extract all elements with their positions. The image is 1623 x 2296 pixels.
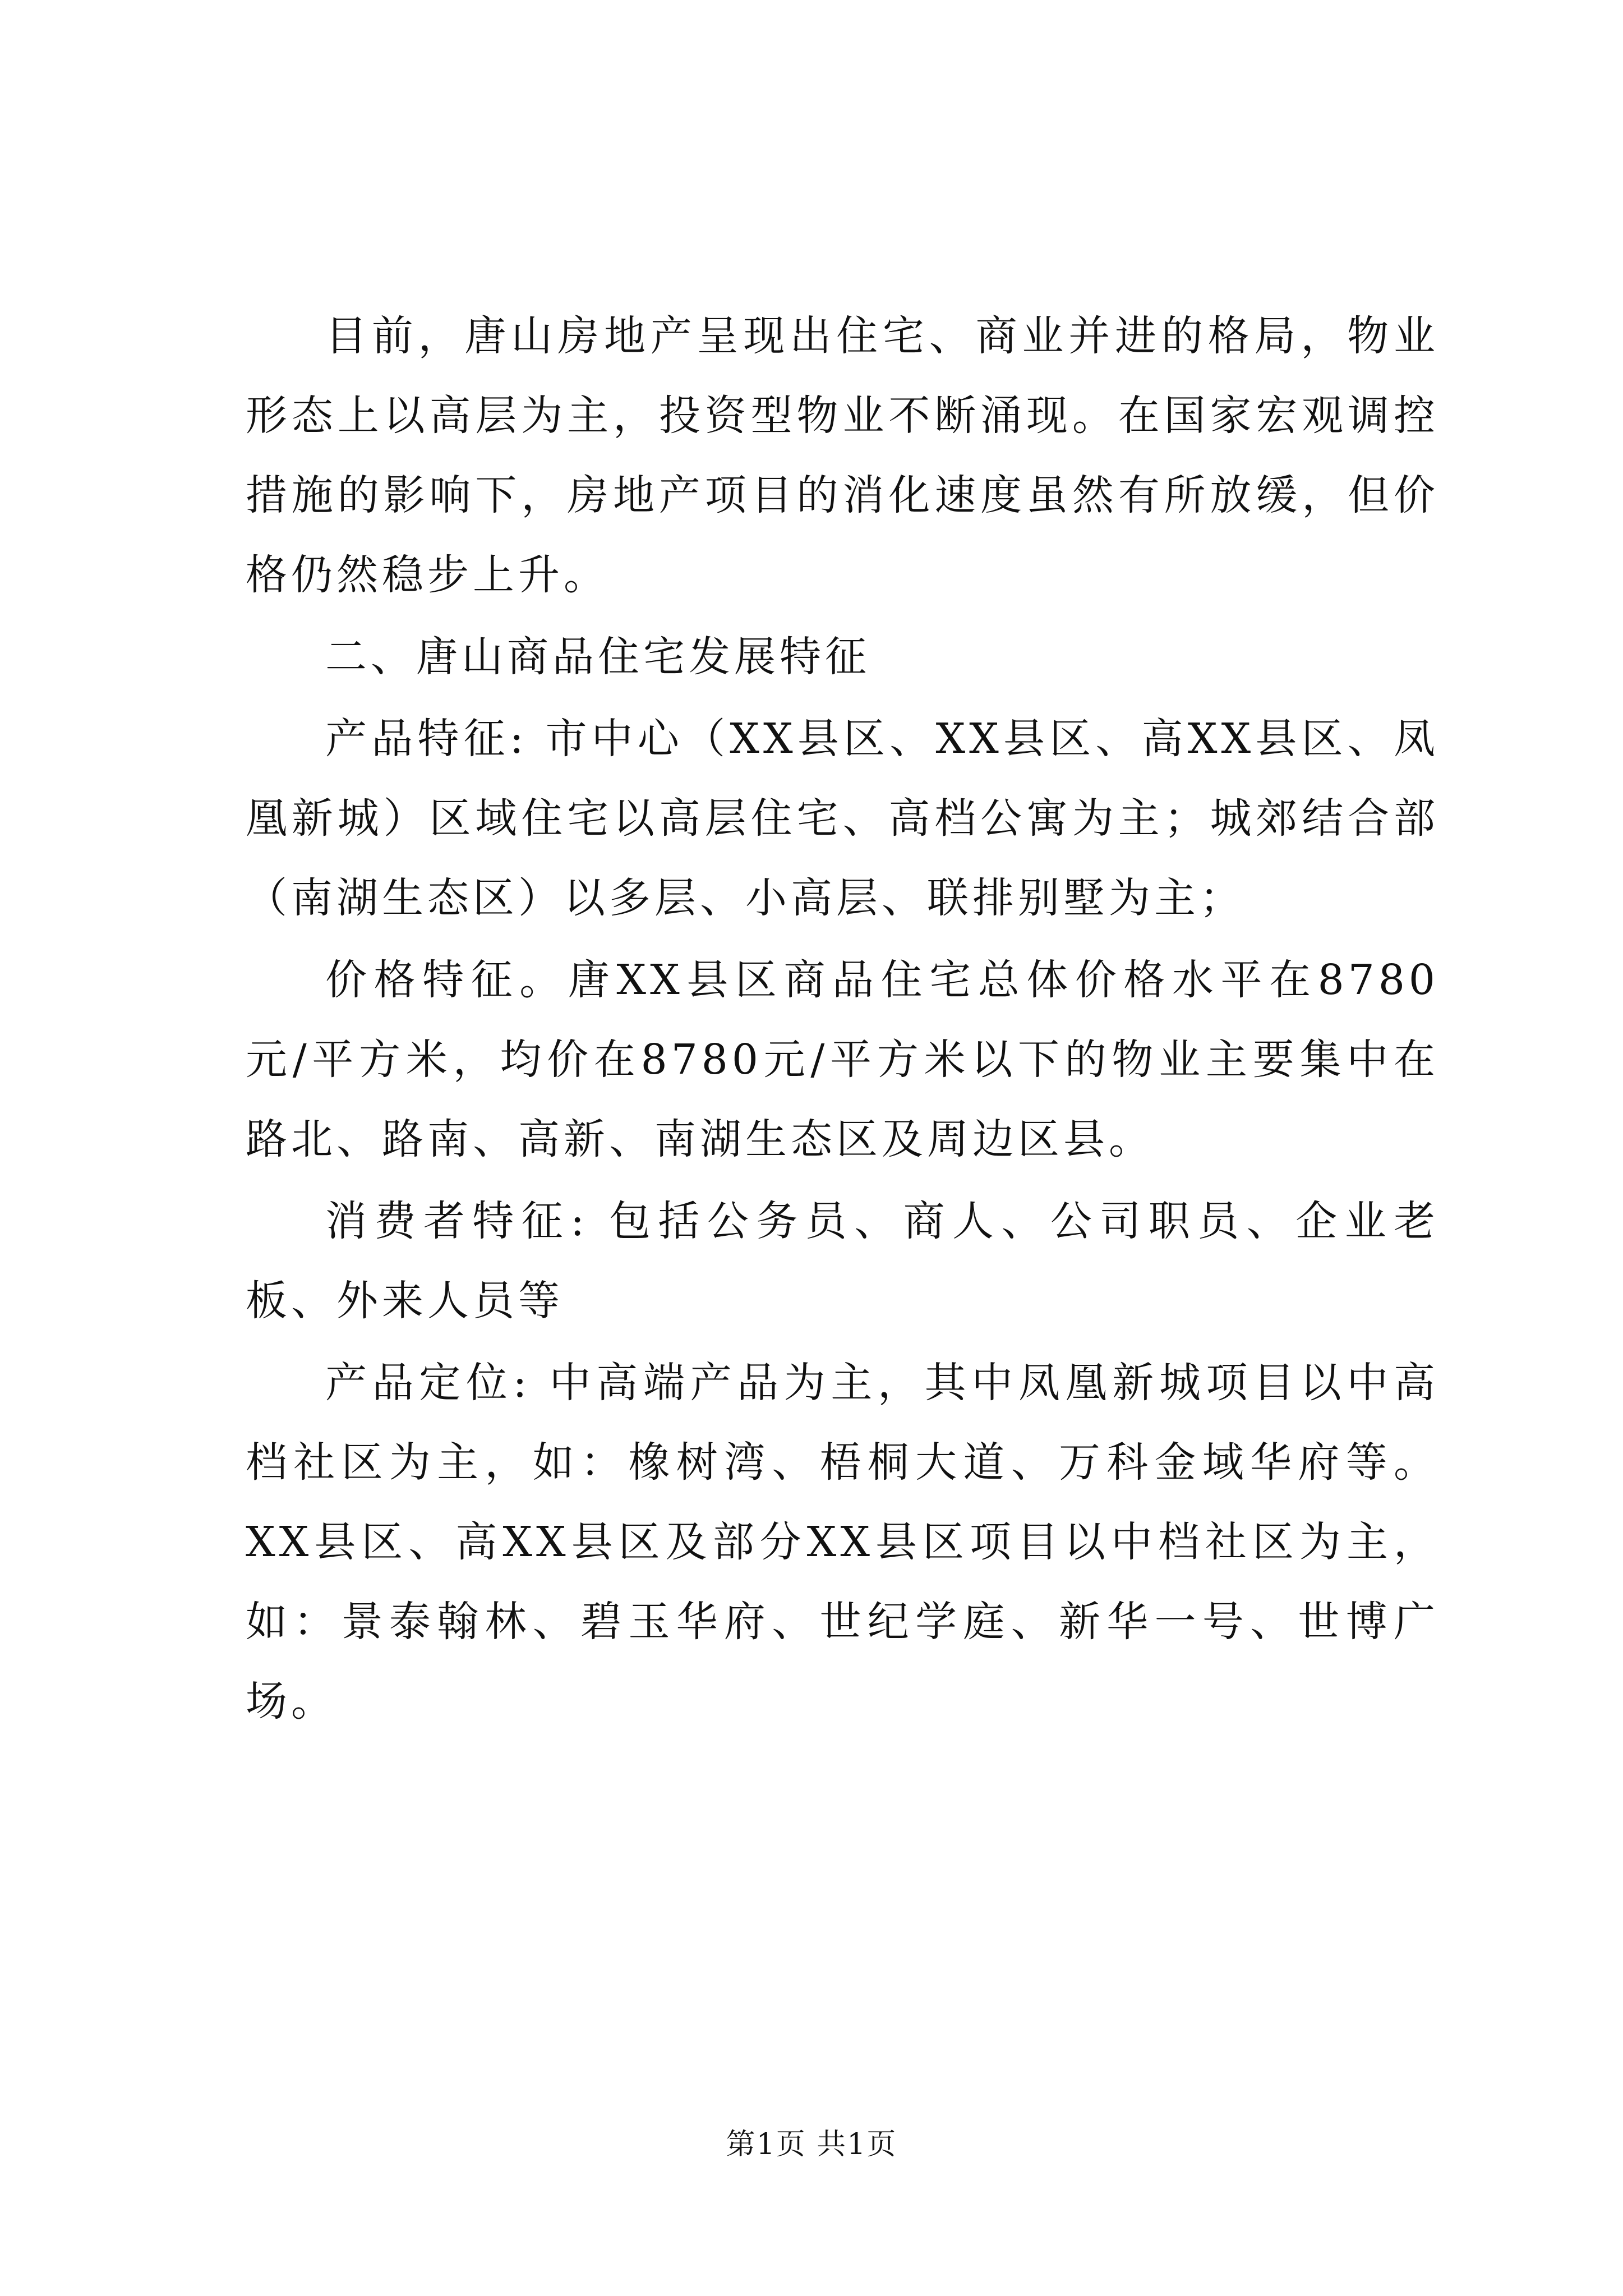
paragraph-product-positioning: 产品定位: 中高端产品为主，其中凤凰新城项目以中高档社区为主，如：橡树湾、梧桐大道、万科金域华府等。XX县区、高XX县区及部分XX县区项目以中档社区为主，如：景泰翰林、碧玉华府、世纪学庭、新华一号、世博广场。 bbox=[246, 1359, 1439, 1726]
section-heading: 二、唐山商品住宅发展特征 bbox=[325, 633, 870, 681]
paragraph-market-overview: 目前，唐山房地产呈现出住宅、商业并进的格局，物业形态上以高层为主，投资型物业不断涌现。在国家宏观调控措施的影响下，房地产项目的消化速度虽然有所放缓，但价格仍然稳步上升。 bbox=[246, 312, 1439, 599]
page-footer bbox=[0, 2125, 1623, 2164]
document-body bbox=[246, 296, 1439, 1741]
paragraph-product-features: 产品特征: 市中心（XX县区、XX县区、高XX县区、凤凰新城）区域住宅以高层住宅、高档公寓为主；城郊结合部（南湖生态区）以多层、小高层、联排别墅为主； bbox=[246, 715, 1439, 922]
paragraph-price-features: 价格特征。唐XX县区商品住宅总体价格水平在8780元/平方米，均价在8780元/平方米以下的物业主要集中在路北、路南、高新、南湖生态区及周边区县。 bbox=[246, 956, 1439, 1163]
page-number: 第1页 共1页 bbox=[726, 2128, 897, 2161]
paragraph-consumer-features: 消费者特征: 包括公务员、商人、公司职员、企业老板、外来人员等 bbox=[246, 1197, 1439, 1325]
